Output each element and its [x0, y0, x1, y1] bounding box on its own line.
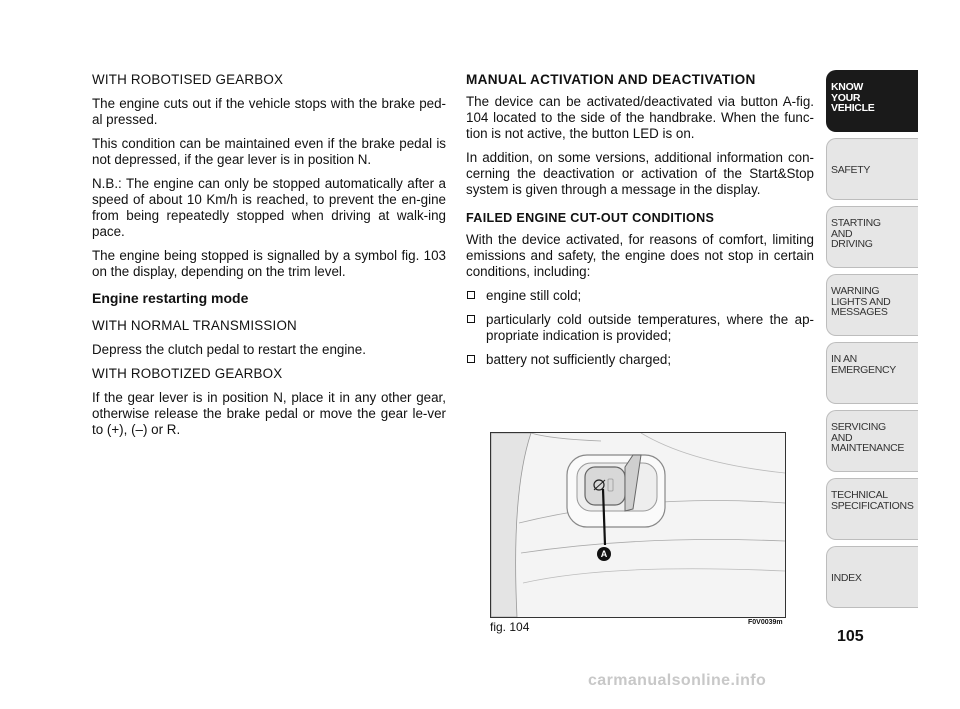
paragraph: Depress the clutch pedal to restart the engine.: [92, 342, 366, 357]
tab-warning-lights[interactable]: WARNING LIGHTS AND MESSAGES: [826, 274, 918, 336]
section-heading: MANUAL ACTIVATION AND DEACTIVATION: [466, 72, 756, 87]
list-item: engine still cold;: [466, 288, 814, 304]
tab-know-your-vehicle[interactable]: KNOW YOUR VEHICLE: [826, 70, 918, 132]
tab-technical-specifications[interactable]: TECHNICAL SPECIFICATIONS: [826, 478, 918, 540]
paragraph: The engine being stopped is signalled by a symbol fig. 103 on the display, depending on the trim level.: [92, 248, 446, 279]
start-stop-button-illustration: [491, 433, 785, 617]
section-subheading: FAILED ENGINE CUT-OUT CONDITIONS: [466, 211, 715, 225]
tab-starting-and-driving[interactable]: STARTING AND DRIVING: [826, 206, 918, 268]
paragraph: N.B.: The engine can only be stopped automatically after a speed of about 10 Km/h is reached, to prevent the en-gine from being repeatedly stopped when driving at walk-ing pace.: [92, 176, 446, 239]
checkbox-bullet-icon: [467, 355, 475, 363]
paragraph: The engine cuts out if the vehicle stops with the brake ped-al pressed.: [92, 96, 446, 127]
list-item: battery not sufficiently charged;: [466, 352, 814, 368]
page-number: 105: [837, 628, 864, 645]
left-column: [92, 72, 446, 446]
list-item: particularly cold outside temperatures, where the ap-propriate indication is provided;: [466, 312, 814, 344]
tab-servicing[interactable]: SERVICING AND MAINTENANCE: [826, 410, 918, 472]
paragraph: If the gear lever is in position N, place it in any other gear, otherwise release the brake pedal or move the gear le-ver to (+), (–) or R.: [92, 390, 446, 437]
tab-emergency[interactable]: IN AN EMERGENCY: [826, 342, 918, 404]
paragraph: This condition can be maintained even if the brake pedal is not depressed, if the gear lever is in position N.: [92, 136, 446, 167]
right-column: [466, 72, 814, 376]
watermark: carmanualsonline.info: [588, 672, 767, 689]
subheading-robotised: WITH ROBOTISED GEARBOX: [92, 72, 284, 87]
subheading-normal-transmission: WITH NORMAL TRANSMISSION: [92, 318, 297, 333]
subheading-robotized: WITH ROBOTIZED GEARBOX: [92, 366, 283, 381]
figure-code: F0V0039m: [748, 619, 783, 626]
tab-index[interactable]: INDEX: [826, 546, 918, 608]
section-heading: Engine restarting mode: [92, 290, 249, 306]
figure-illustration: [490, 432, 786, 618]
paragraph: In addition, on some versions, additional information con-cerning the deactivation or activation of the Start&Stop system is given through a message in the display.: [466, 150, 814, 197]
checkbox-bullet-icon: [467, 291, 475, 299]
conditions-list: [466, 288, 814, 368]
callout-a: A: [597, 547, 611, 561]
paragraph: With the device activated, for reasons of comfort, limiting emissions and safety, the engine does not stop in certain conditions, including:: [466, 232, 814, 279]
tab-safety[interactable]: SAFETY: [826, 138, 918, 200]
paragraph: The device can be activated/deactivated via button A-fig. 104 located to the side of the handbrake. When the func-tion is not active, the button LED is on.: [466, 94, 814, 141]
chapter-tabs: [826, 70, 918, 614]
figure-caption: fig. 104: [490, 620, 530, 634]
checkbox-bullet-icon: [467, 315, 475, 323]
